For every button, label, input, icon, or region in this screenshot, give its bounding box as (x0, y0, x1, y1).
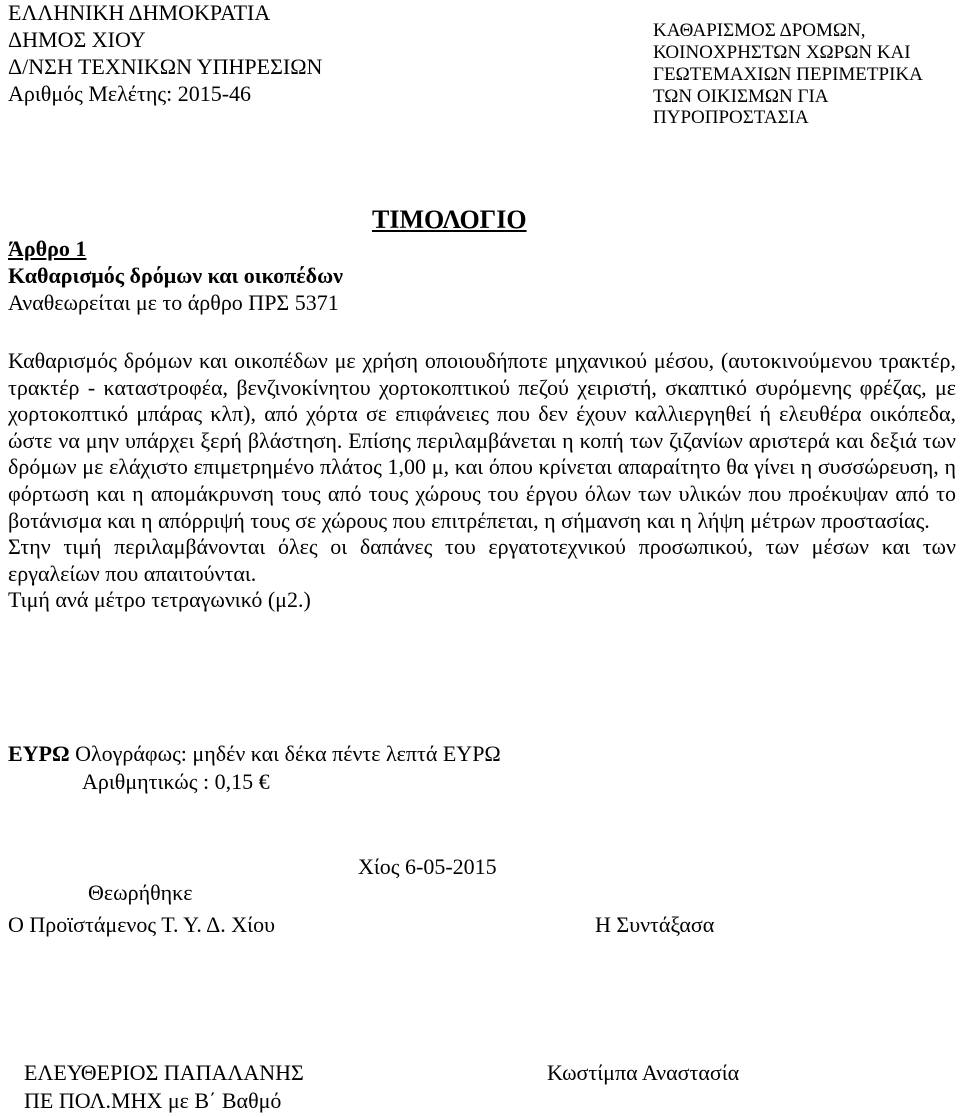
approver-rank: ΠΕ ΠΟΛ.ΜΗΧ με Β΄ Βαθμό (24, 1088, 282, 1113)
project-title-line: ΚΟΙΝΟΧΡΗΣΤΩΝ ΧΩΡΩΝ ΚΑΙ (653, 41, 911, 63)
price-inclusion-paragraph: Στην τιμή περιλαμβάνονται όλες οι δαπάνες του εργατοτεχνικού προσωπικού, των μέσων και των εργαλείων που απαιτούνται. (8, 534, 956, 586)
article-heading (8, 236, 343, 317)
approver-title: Ο Προϊστάμενος Τ. Υ. Δ. Χίου (8, 912, 275, 937)
article-name: Καθαρισμός δρόμων και οικοπέδων (8, 263, 343, 288)
article-number: Άρθρο 1 (8, 236, 87, 261)
issuer-line-department: Δ/ΝΣΗ ΤΕΧΝΙΚΩΝ ΥΠΗΡΕΣΙΩΝ (8, 54, 323, 79)
description-paragraph: Καθαρισμός δρόμων και οικοπέδων με χρήση οποιουδήποτε μηχανικού μέσου, (αυτοκινούμενου τρακτέρ, τρακτέρ - καταστροφέα, βενζινοκίνητου χορτοκοπτικού πεζού χειριστή, σκαπτικό συρόμενης φρέζας, με χορτοκοπτικό μπάρας κλπ), από χόρτα σε επιφάνειες που δεν έχουν καλλιεργηθεί ή ελευθέρα οικόπεδα, ώστε να μην υπάρχει ξερή βλάστηση. Επίσης περιλαμβάνεται η κοπή των ζιζανίων αριστερά και δεξιά των δρόμων με ελάχιστο επιμετρημένο πλάτος 1,00 μ, και όπου κρίνεται απαραίτητο θα γίνει η συσσώρευση, η φόρτωση και η απομάκρυνση τους από τους χώρους του έργου όλων των υλικών που προέκυψαν από το βοτάνισμα και η απόρριψή τους σε χώρους που επιτρέπεται, η σήμανση και η λήψη μέτρων προστασίας. (8, 348, 956, 533)
price-words-text: Ολογράφως: μηδέν και δέκα πέντε λεπτά ΕΥΡΩ (75, 741, 501, 766)
article-description (8, 348, 956, 614)
price-in-words (8, 741, 501, 768)
document-title: ΤΙΜΟΛΟΓΙΟ (372, 205, 527, 234)
project-title-line: ΚΑΘΑΡΙΣΜΟΣ ΔΡΟΜΩΝ, (653, 20, 866, 41)
author-name: Κωστίμπα Αναστασία (547, 1060, 740, 1085)
project-title-line: ΤΩΝ ΟΙΚΙΣΜΩΝ ΓΙΑ (653, 85, 829, 107)
currency-label: ΕΥΡΩ (8, 741, 70, 766)
approved-label: Θεωρήθηκε (88, 880, 193, 905)
issuer-line-municipality: ΔΗΜΟΣ ΧΙΟΥ (8, 27, 146, 52)
project-title-line: ΓΕΩΤΕΜΑΧΙΩΝ ΠΕΡΙΜΕΤΡΙΚΑ (653, 63, 923, 85)
author-title: Η Συντάξασα (595, 912, 715, 937)
issuer-line-country: ΕΛΛΗΝΙΚΗ ΔΗΜΟΚΡΑΤΙΑ (8, 0, 271, 25)
price-in-numbers: Αριθμητικώς : 0,15 € (82, 769, 270, 794)
project-title-block (653, 20, 958, 129)
approver-name: ΕΛΕΥΘΕΡΙΟΣ ΠΑΠΑΛΑΝΗΣ (24, 1060, 304, 1085)
article-reference: Αναθεωρείται με το άρθρο ΠΡΣ 5371 (8, 290, 339, 315)
unit-of-measure: Τιμή ανά μέτρο τετραγωνικό (μ2.) (8, 587, 311, 613)
study-number: Αριθμός Μελέτης: 2015-46 (8, 81, 252, 106)
project-title-line: ΠΥΡΟΠΡΟΣΤΑΣΙΑ (653, 107, 809, 129)
issuer-block (8, 0, 428, 108)
place-date: Χίος 6-05-2015 (358, 854, 497, 879)
